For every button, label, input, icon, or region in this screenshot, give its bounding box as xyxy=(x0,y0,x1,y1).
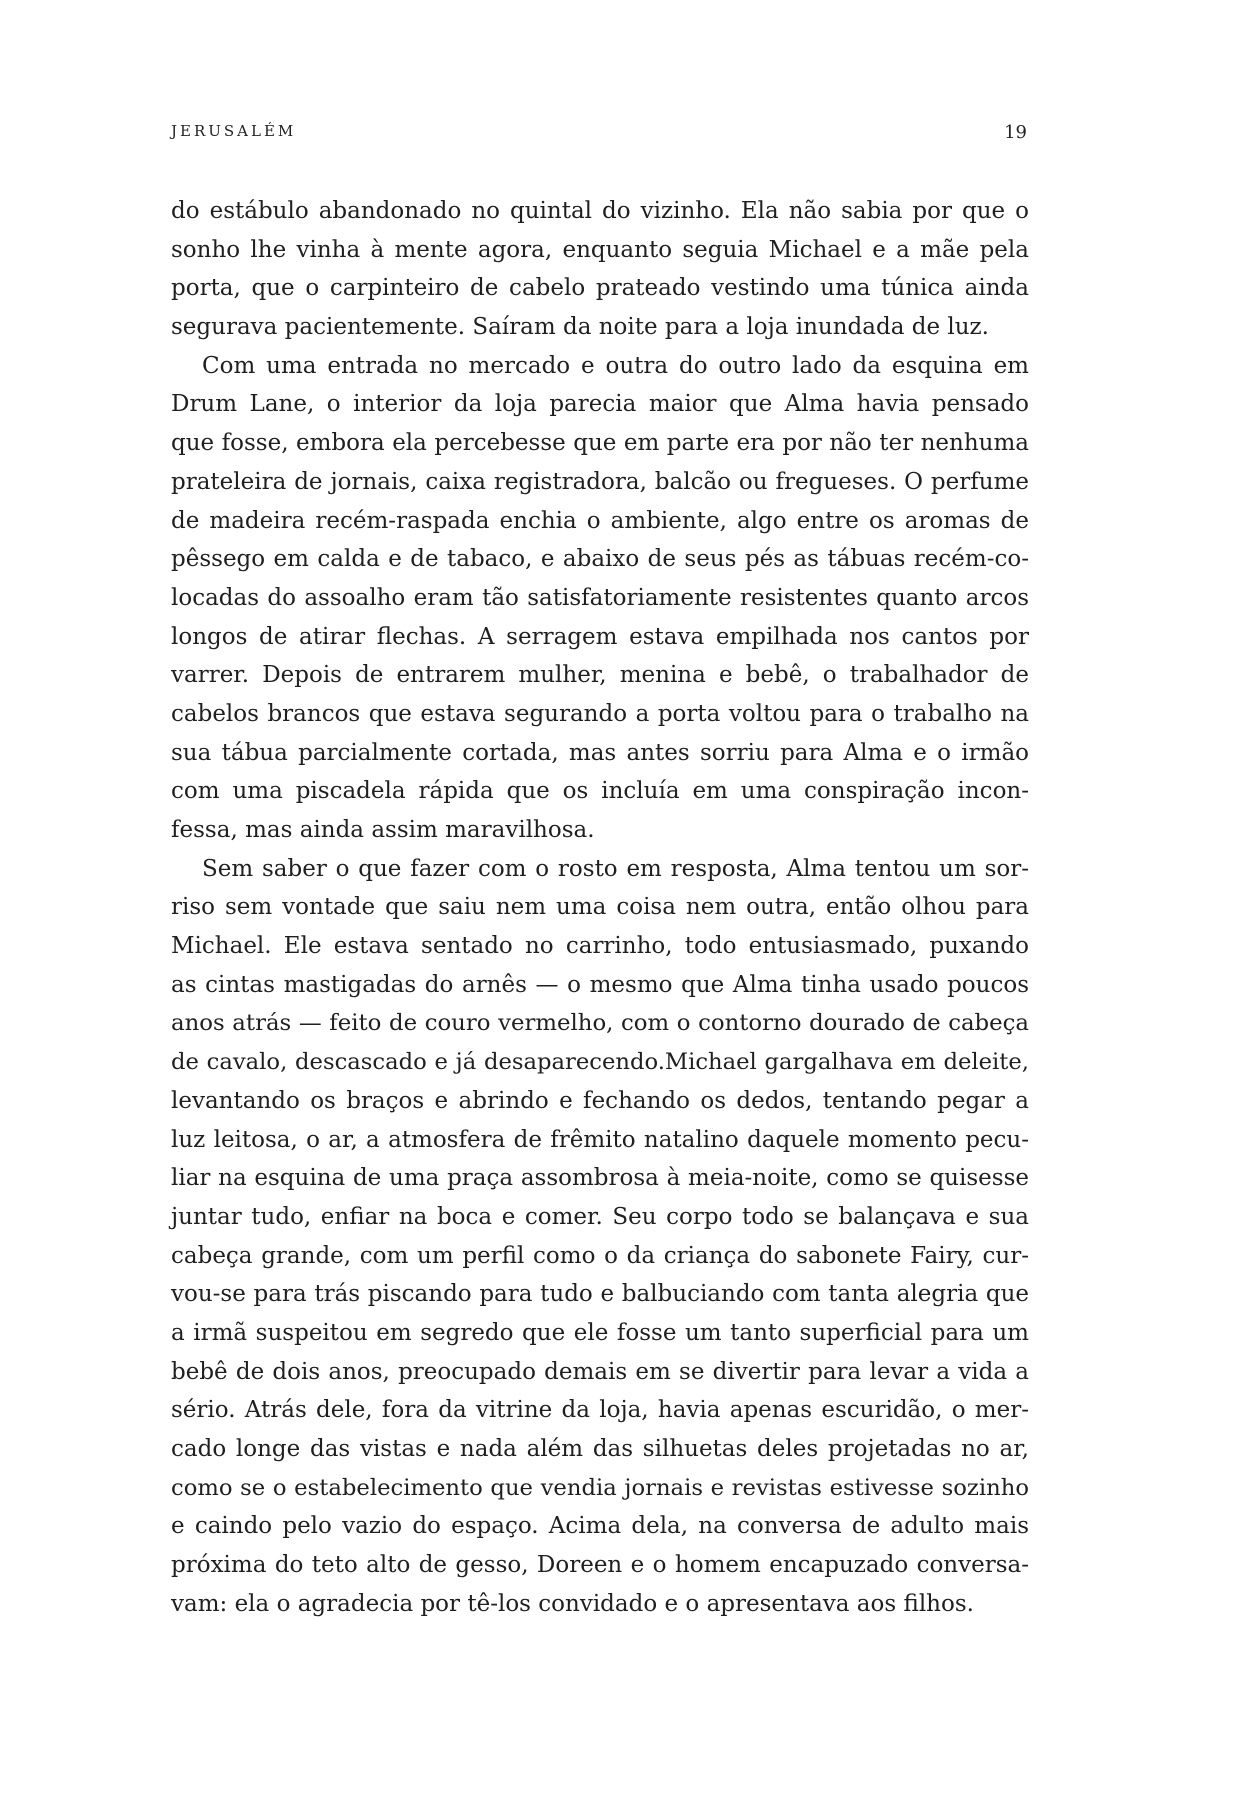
text-line: cabelos brancos que estava segurando a porta voltou para o trabalho na xyxy=(171,700,1029,727)
text-line: sério. Atrás dele, fora da vitrine da loja, havia apenas escuridão, o mer- xyxy=(171,1397,1029,1424)
text-line: juntar tudo, enfiar na boca e comer. Seu corpo todo se balançava e sua xyxy=(171,1203,1029,1230)
text-line: prateleira de jornais, caixa registradora, balcão ou fregueses. O perfume xyxy=(171,468,1029,495)
text-line: segurava pacientemente. Saíram da noite para a loja inundada de luz. xyxy=(171,314,989,341)
text-line: cado longe das vistas e nada além das silhuetas deles projetadas no ar, xyxy=(171,1436,1029,1462)
text-line: bebê de dois anos, preocupado demais em se divertir para levar a vida a xyxy=(171,1358,1029,1385)
text-line: Com uma entrada no mercado e outra do outro lado da esquina em xyxy=(202,352,1029,379)
text-line: anos atrás — feito de couro vermelho, com o contorno dourado de cabeça xyxy=(171,1010,1029,1037)
text-line: a irmã suspeitou em segredo que ele fosse um tanto superficial para um xyxy=(171,1319,1029,1346)
text-line: levantando os braços e abrindo e fechando os dedos, tentando pegar a xyxy=(171,1087,1029,1114)
text-line: Sem saber o que fazer com o rosto em resposta, Alma tentou um sor- xyxy=(202,855,1029,882)
paragraph xyxy=(171,850,1029,1624)
text-line: riso sem vontade que saiu nem uma coisa nem outra, então olhou para xyxy=(171,894,1029,921)
text-line: varrer. Depois de entrarem mulher, menina e bebê, o trabalhador de xyxy=(171,662,1029,689)
text-line: liar na esquina de uma praça assombrosa à meia-noite, como se quisesse xyxy=(171,1165,1029,1192)
text-line: as cintas mastigadas do arnês — o mesmo que Alma tinha usado poucos xyxy=(171,971,1029,998)
text-line: locadas do assoalho eram tão satisfatoriamente resistentes quanto arcos xyxy=(171,584,1029,611)
body-text xyxy=(171,192,1029,1623)
text-line: como se o estabelecimento que vendia jornais e revistas estivesse sozinho xyxy=(171,1474,1029,1501)
text-line: sua tábua parcialmente cortada, mas antes sorriu para Alma e o irmão xyxy=(171,739,1029,766)
text-line: longos de atirar flechas. A serragem estava empilhada nos cantos por xyxy=(171,623,1029,650)
text-line: sonho lhe vinha à mente agora, enquanto seguia Michael e a mãe pela xyxy=(171,236,1029,263)
running-title: JERUSALÉM xyxy=(171,122,297,140)
paragraph xyxy=(171,192,1029,347)
text-line: porta, que o carpinteiro de cabelo prateado vestindo uma túnica ainda xyxy=(171,275,1029,302)
text-line: Drum Lane, o interior da loja parecia maior que Alma havia pensado xyxy=(171,391,1029,418)
text-line: que fosse, embora ela percebesse que em parte era por não ter nenhuma xyxy=(171,430,1029,457)
running-head xyxy=(171,122,1027,152)
text-line: vam: ela o agradecia por tê-los convidado e o apresentava aos filhos. xyxy=(171,1590,974,1617)
text-line: próxima do teto alto de gesso, Doreen e o homem encapuzado conversa- xyxy=(171,1552,1029,1579)
text-line: pêssego em calda e de tabaco, e abaixo de seus pés as tábuas recém-co- xyxy=(171,546,1029,573)
text-line: cabeça grande, com um perfil como o da criança do sabonete Fairy, cur- xyxy=(171,1242,1029,1269)
text-line: e caindo pelo vazio do espaço. Acima dela, na conversa de adulto mais xyxy=(171,1513,1029,1540)
page-number: 19 xyxy=(1004,122,1027,143)
text-line: de cavalo, descascado e já desaparecendo.Michael gargalhava em deleite, xyxy=(171,1049,1029,1076)
text-line: fessa, mas ainda assim maravilhosa. xyxy=(171,817,595,843)
text-line: com uma piscadela rápida que os incluía em uma conspiração incon- xyxy=(171,778,1029,805)
text-line: de madeira recém-raspada enchia o ambiente, algo entre os aromas de xyxy=(171,507,1029,534)
text-line: Michael. Ele estava sentado no carrinho, todo entusiasmado, puxando xyxy=(171,933,1029,960)
paragraph xyxy=(171,347,1029,850)
text-line: luz leitosa, o ar, a atmosfera de frêmito natalino daquele momento pecu- xyxy=(171,1126,1029,1153)
text-line: vou-se para trás piscando para tudo e balbuciando com tanta alegria que xyxy=(171,1281,1029,1308)
text-line: do estábulo abandonado no quintal do vizinho. Ela não sabia por que o xyxy=(171,198,1029,224)
